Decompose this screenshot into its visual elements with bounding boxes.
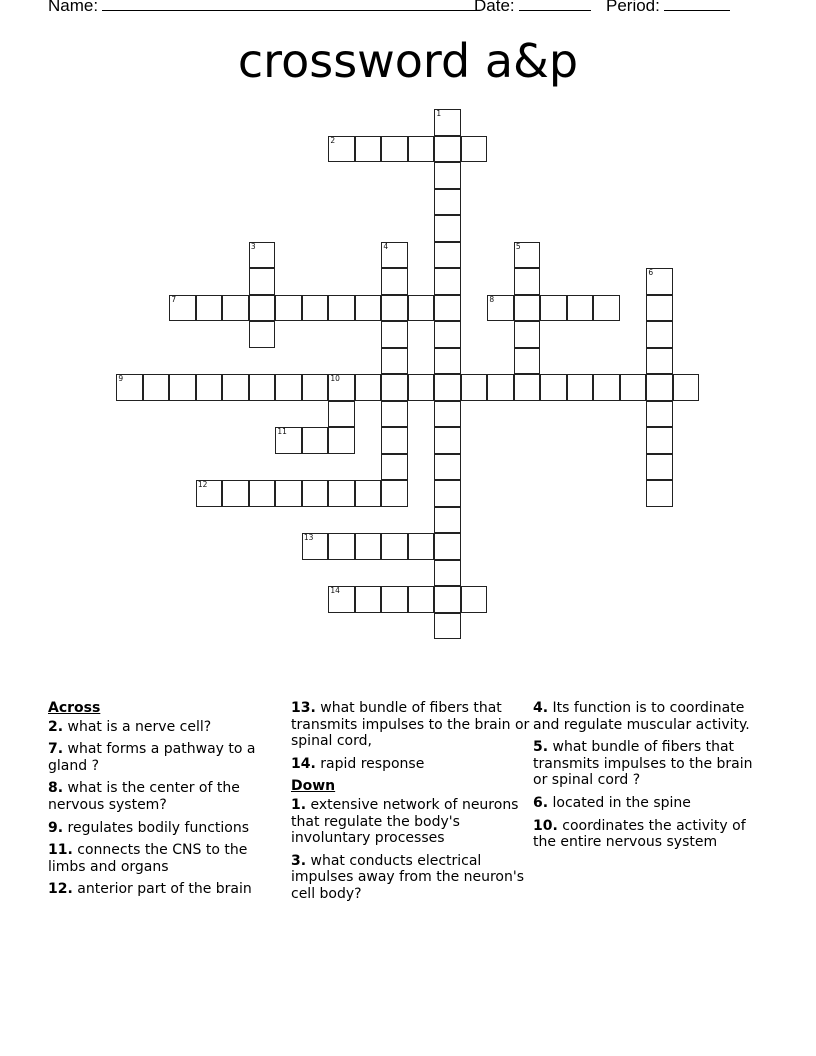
grid-cell[interactable] bbox=[302, 533, 329, 560]
grid-cell[interactable] bbox=[328, 401, 355, 428]
grid-cell[interactable] bbox=[461, 586, 488, 613]
grid-cell[interactable] bbox=[302, 480, 329, 507]
clue-number: 9 bbox=[118, 374, 124, 384]
grid-cell[interactable] bbox=[355, 586, 382, 613]
clue-across-14: 14. rapid response bbox=[291, 755, 425, 772]
grid-cell[interactable] bbox=[275, 480, 302, 507]
grid-cell[interactable] bbox=[328, 427, 355, 454]
clue-number: 12 bbox=[197, 480, 208, 490]
grid-cell[interactable] bbox=[275, 295, 302, 322]
grid-cell[interactable] bbox=[355, 374, 382, 401]
clue-across-2: 2. what is a nerve cell? bbox=[48, 718, 212, 735]
grid-cell[interactable] bbox=[646, 268, 673, 295]
clue-down-3: 3. what conducts electrical impulses away from the neuron's cell body? bbox=[291, 852, 525, 902]
grid-cell[interactable] bbox=[514, 242, 541, 269]
grid-cell[interactable] bbox=[434, 295, 461, 322]
grid-cell[interactable] bbox=[434, 215, 461, 242]
grid-cell[interactable] bbox=[249, 321, 276, 348]
date-blank-line[interactable] bbox=[519, 0, 591, 11]
clues-column-2 bbox=[291, 700, 531, 909]
period-label: Period: bbox=[606, 0, 660, 15]
down-heading: Down bbox=[291, 778, 336, 795]
grid-cell[interactable] bbox=[169, 295, 196, 322]
grid-cell[interactable] bbox=[381, 533, 408, 560]
grid-cell[interactable] bbox=[302, 374, 329, 401]
grid-cell[interactable] bbox=[302, 427, 329, 454]
grid-cell[interactable] bbox=[567, 295, 594, 322]
grid-cell[interactable] bbox=[434, 586, 461, 613]
grid-cell[interactable] bbox=[461, 374, 488, 401]
clue-number: 3 bbox=[250, 241, 256, 251]
grid-cell[interactable] bbox=[434, 533, 461, 560]
grid-cell[interactable] bbox=[196, 374, 223, 401]
grid-cell[interactable] bbox=[381, 374, 408, 401]
grid-cell[interactable] bbox=[434, 401, 461, 428]
grid-cell[interactable] bbox=[381, 348, 408, 375]
grid-cell[interactable] bbox=[514, 348, 541, 375]
clue-number: 11 bbox=[277, 427, 287, 437]
grid-cell[interactable] bbox=[275, 374, 302, 401]
grid-cell[interactable] bbox=[408, 295, 435, 322]
grid-cell[interactable] bbox=[514, 295, 541, 322]
grid-cell[interactable] bbox=[434, 348, 461, 375]
grid-cell[interactable] bbox=[249, 268, 276, 295]
date-field[interactable] bbox=[474, 0, 591, 16]
across-heading: Across bbox=[48, 700, 101, 716]
grid-cell[interactable] bbox=[646, 401, 673, 428]
grid-cell[interactable] bbox=[116, 374, 143, 401]
clue-number: 10 bbox=[330, 374, 340, 384]
grid-cell[interactable] bbox=[196, 480, 223, 507]
name-field[interactable] bbox=[48, 0, 480, 16]
clue-number: 7 bbox=[171, 294, 177, 304]
clue-down-4: 4. Its function is to coordinate and regulate muscular activity. bbox=[533, 700, 750, 733]
grid-cell[interactable] bbox=[196, 295, 223, 322]
grid-cell[interactable] bbox=[275, 427, 302, 454]
grid-cell[interactable] bbox=[540, 374, 567, 401]
clues-column-3 bbox=[533, 700, 763, 857]
grid-cell[interactable] bbox=[646, 427, 673, 454]
grid-cell[interactable] bbox=[249, 480, 276, 507]
grid-cell[interactable] bbox=[408, 533, 435, 560]
grid-cell[interactable] bbox=[646, 295, 673, 322]
grid-cell[interactable] bbox=[646, 480, 673, 507]
clue-across-8: 8. what is the center of the nervous system? bbox=[48, 780, 240, 813]
clue-number: 13 bbox=[303, 533, 314, 543]
grid-cell[interactable] bbox=[302, 295, 329, 322]
grid-cell[interactable] bbox=[487, 295, 514, 322]
grid-cell[interactable] bbox=[169, 374, 196, 401]
grid-cell[interactable] bbox=[381, 480, 408, 507]
grid-cell[interactable] bbox=[408, 136, 435, 163]
grid-cell[interactable] bbox=[434, 189, 461, 216]
grid-cell[interactable] bbox=[434, 560, 461, 587]
grid-cell[interactable] bbox=[567, 374, 594, 401]
clue-across-12: 12. anterior part of the brain bbox=[48, 881, 252, 898]
crossword-grid bbox=[117, 110, 717, 650]
grid-cell[interactable] bbox=[487, 374, 514, 401]
grid-cell[interactable] bbox=[222, 295, 249, 322]
grid-cell[interactable] bbox=[222, 374, 249, 401]
grid-cell[interactable] bbox=[328, 374, 355, 401]
clue-across-13: 13. what bundle of fibers that transmits impulses to the brain or spinal cord, bbox=[291, 700, 530, 750]
grid-cell[interactable] bbox=[381, 427, 408, 454]
grid-cell[interactable] bbox=[408, 374, 435, 401]
grid-cell[interactable] bbox=[408, 586, 435, 613]
grid-cell[interactable] bbox=[381, 295, 408, 322]
clue-number: 14 bbox=[330, 586, 340, 596]
grid-cell[interactable] bbox=[434, 162, 461, 189]
grid-cell[interactable] bbox=[143, 374, 170, 401]
grid-cell[interactable] bbox=[593, 295, 620, 322]
grid-cell[interactable] bbox=[540, 295, 567, 322]
period-field[interactable] bbox=[606, 0, 730, 16]
grid-cell[interactable] bbox=[381, 321, 408, 348]
clue-number: 5 bbox=[515, 241, 521, 251]
grid-cell[interactable] bbox=[434, 480, 461, 507]
period-blank-line[interactable] bbox=[664, 0, 730, 11]
grid-cell[interactable] bbox=[328, 586, 355, 613]
clue-down-10: 10. coordinates the activity of the entire nervous system bbox=[533, 817, 746, 851]
grid-cell[interactable] bbox=[222, 480, 249, 507]
clue-number: 2 bbox=[330, 135, 336, 145]
grid-cell[interactable] bbox=[434, 374, 461, 401]
grid-cell[interactable] bbox=[514, 268, 541, 295]
clue-number: 8 bbox=[489, 294, 495, 304]
grid-cell[interactable] bbox=[434, 613, 461, 640]
clues-column-1 bbox=[48, 700, 283, 904]
grid-cell[interactable] bbox=[249, 374, 276, 401]
clue-down-1: 1. extensive network of neurons that regulate the body's involuntary processes bbox=[291, 796, 519, 847]
grid-cell[interactable] bbox=[620, 374, 647, 401]
grid-cell[interactable] bbox=[434, 321, 461, 348]
grid-cell[interactable] bbox=[381, 586, 408, 613]
grid-cell[interactable] bbox=[646, 348, 673, 375]
grid-cell[interactable] bbox=[381, 454, 408, 481]
name-blank-line[interactable] bbox=[102, 0, 480, 11]
page-title: crossword a&p bbox=[237, 34, 579, 88]
grid-cell[interactable] bbox=[328, 295, 355, 322]
grid-cell[interactable] bbox=[514, 321, 541, 348]
grid-cell[interactable] bbox=[434, 454, 461, 481]
date-label: Date: bbox=[474, 0, 515, 15]
grid-cell[interactable] bbox=[381, 268, 408, 295]
grid-cell[interactable] bbox=[593, 374, 620, 401]
clue-number: 1 bbox=[436, 109, 442, 119]
grid-cell[interactable] bbox=[355, 480, 382, 507]
grid-cell[interactable] bbox=[646, 374, 673, 401]
clue-down-5: 5. what bundle of fibers that transmits impulses to the brain or spinal cord ? bbox=[533, 739, 753, 789]
grid-cell[interactable] bbox=[434, 427, 461, 454]
grid-cell[interactable] bbox=[434, 136, 461, 163]
grid-cell[interactable] bbox=[461, 136, 488, 163]
grid-cell[interactable] bbox=[646, 321, 673, 348]
grid-cell[interactable] bbox=[646, 454, 673, 481]
grid-cell[interactable] bbox=[355, 533, 382, 560]
grid-cell[interactable] bbox=[434, 109, 461, 136]
grid-cell[interactable] bbox=[514, 374, 541, 401]
grid-cell[interactable] bbox=[673, 374, 700, 401]
clue-number: 4 bbox=[383, 241, 389, 251]
grid-cell[interactable] bbox=[328, 480, 355, 507]
grid-cell[interactable] bbox=[355, 136, 382, 163]
clue-across-9: 9. regulates bodily functions bbox=[48, 819, 250, 836]
grid-cell[interactable] bbox=[381, 242, 408, 269]
grid-cell[interactable] bbox=[355, 295, 382, 322]
grid-cell[interactable] bbox=[434, 242, 461, 269]
clue-across-7: 7. what forms a pathway to a gland ? bbox=[48, 741, 256, 774]
grid-cell[interactable] bbox=[249, 295, 276, 322]
clue-across-11: 11. connects the CNS to the limbs and organs bbox=[48, 842, 248, 875]
grid-cell[interactable] bbox=[328, 136, 355, 163]
clue-down-6: 6. located in the spine bbox=[533, 794, 691, 811]
name-label: Name: bbox=[48, 0, 99, 15]
grid-cell[interactable] bbox=[381, 136, 408, 163]
grid-cell[interactable] bbox=[434, 268, 461, 295]
grid-cell[interactable] bbox=[381, 401, 408, 428]
grid-cell[interactable] bbox=[328, 533, 355, 560]
grid-cell[interactable] bbox=[434, 507, 461, 534]
grid-cell[interactable] bbox=[249, 242, 276, 269]
clue-number: 6 bbox=[648, 268, 654, 278]
